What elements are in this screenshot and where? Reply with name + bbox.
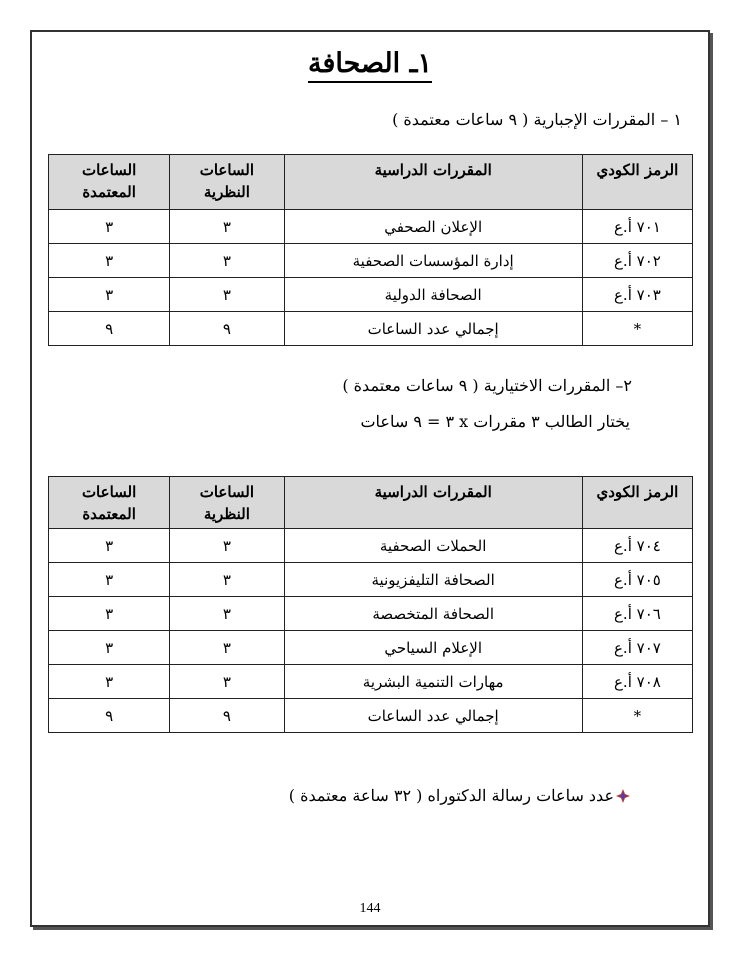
theory-hours: ٣ [170,563,284,597]
theory-hours: ٣ [170,278,284,312]
theory-hours: ٣ [170,631,284,665]
total-label: إجمالي عدد الساعات [284,699,582,733]
course-code: ٧٠٤ أ.ع [582,529,692,563]
credit-hours: ٣ [49,563,170,597]
table-row [49,210,693,244]
course-code: ٧٠٨ أ.ع [582,665,692,699]
header-code: الرمز الكودي [582,155,692,210]
course-code: ٧٠٦ أ.ع [582,597,692,631]
credit-hours: ٣ [49,529,170,563]
table-row [49,597,693,631]
credit-hours: ٣ [49,278,170,312]
course-name: الإعلام السياحي [284,631,582,665]
total-row [49,699,693,733]
header-credit-hours: الساعات المعتمدة [49,155,170,210]
table-row [49,665,693,699]
header-theory-hours: الساعات النظرية [170,155,284,210]
course-name: الصحافة الدولية [284,278,582,312]
theory-hours: ٣ [170,529,284,563]
table-header-row [49,477,693,529]
credit-hours: ٣ [49,210,170,244]
total-label: إجمالي عدد الساعات [284,312,582,346]
credit-hours: ٣ [49,631,170,665]
total-marker: * [582,312,692,346]
header-credit-hours: الساعات المعتمدة [49,477,170,529]
total-row [49,312,693,346]
theory-hours: ٣ [170,665,284,699]
table-row [49,244,693,278]
credit-hours: ٣ [49,597,170,631]
course-name: إدارة المؤسسات الصحفية [284,244,582,278]
section2-heading: ٢– المقررات الاختيارية ( ٩ ساعات معتمدة ) [342,376,632,395]
course-name: الحملات الصحفية [284,529,582,563]
table-header-row [49,155,693,210]
mandatory-courses-table [48,154,693,346]
section2-note: يختار الطالب ٣ مقررات x ٣ = ٩ ساعات [360,412,630,431]
four-point-star-bullet-icon [616,789,630,803]
course-name: الصحافة التليفزيونية [284,563,582,597]
section1-heading: ١ – المقررات الإجبارية ( ٩ ساعات معتمدة ) [392,110,682,129]
course-name: مهارات التنمية البشرية [284,665,582,699]
header-course-name: المقررات الدراسية [284,477,582,529]
credit-hours: ٣ [49,665,170,699]
elective-courses-table [48,476,693,733]
table-row [49,278,693,312]
total-marker: * [582,699,692,733]
theory-hours: ٣ [170,244,284,278]
credit-hours: ٣ [49,244,170,278]
table-row [49,529,693,563]
theory-hours: ٣ [170,210,284,244]
total-theory-hours: ٩ [170,699,284,733]
header-code: الرمز الكودي [582,477,692,529]
page-number: 144 [359,901,381,916]
page-title: ١ـ الصحافة [30,48,710,79]
thesis-hours-note: عدد ساعات رسالة الدكتوراه ( ٣٢ ساعة معتمدة ) [255,786,630,805]
course-code: ٧٠٢ أ.ع [582,244,692,278]
course-name: الإعلان الصحفي [284,210,582,244]
table-row [49,563,693,597]
total-credit-hours: ٩ [49,699,170,733]
theory-hours: ٣ [170,597,284,631]
header-course-name: المقررات الدراسية [284,155,582,210]
header-theory-hours: الساعات النظرية [170,477,284,529]
course-code: ٧٠٧ أ.ع [582,631,692,665]
total-credit-hours: ٩ [49,312,170,346]
total-theory-hours: ٩ [170,312,284,346]
course-code: ٧٠١ أ.ع [582,210,692,244]
course-code: ٧٠٥ أ.ع [582,563,692,597]
course-name: الصحافة المتخصصة [284,597,582,631]
table-row [49,631,693,665]
course-code: ٧٠٣ أ.ع [582,278,692,312]
